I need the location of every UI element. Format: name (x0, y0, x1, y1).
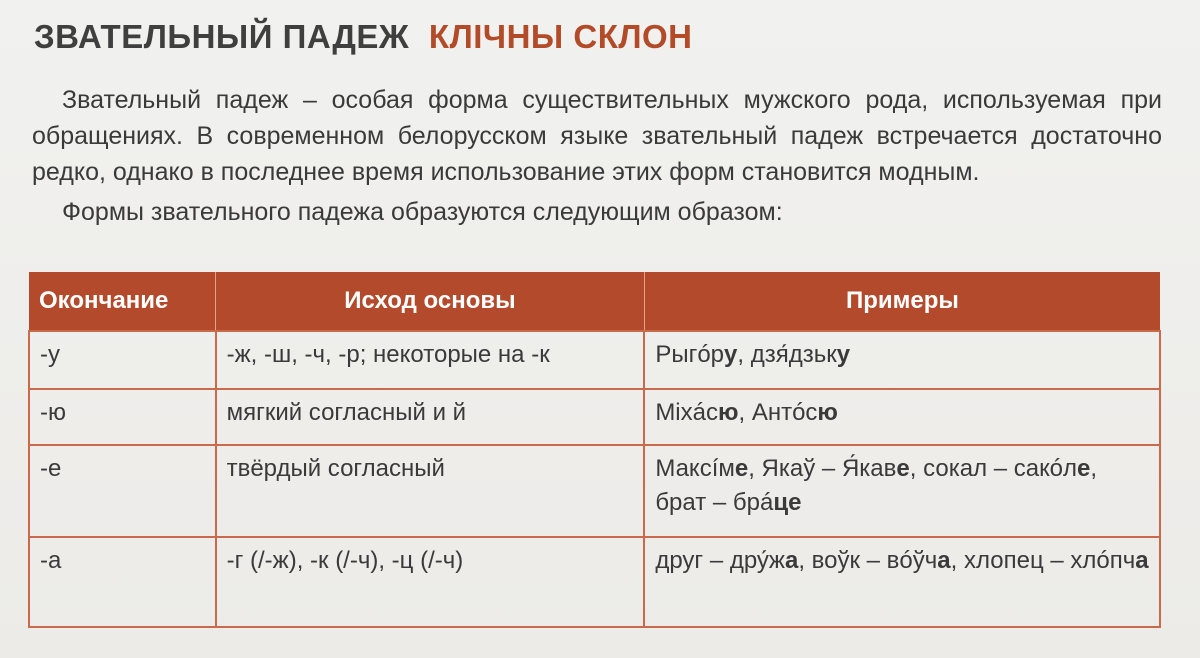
example-ending-bold: ю (717, 399, 739, 426)
example-text: , дзя́дзьк (737, 341, 837, 368)
stem-cell: -ж, -ш, -ч, -р; некоторые на -к (216, 331, 645, 389)
stem-cell: твёрдый согласный (216, 445, 645, 537)
section-heading (34, 18, 693, 56)
example-ending-bold: а (1135, 547, 1149, 574)
example-text: , хлопец – хлóпч (950, 547, 1136, 574)
example-text: , сокал – сакóл (909, 455, 1077, 482)
examples-cell (644, 445, 1160, 537)
example-ending-bold: а (784, 547, 799, 574)
table-row (29, 331, 1160, 389)
paragraph-definition: Звательный падеж – особая форма существительных мужского рода, используемая при обращениях. В современном белорусском языке звательный падеж встречается достаточно редко, однако в последнее время использование этих форм становится модным. (32, 86, 1162, 186)
example-ending-bold: у (836, 341, 851, 368)
table-row (29, 537, 1160, 627)
example-ending-bold: це (773, 489, 802, 516)
heading-russian: ЗВАТЕЛЬНЫЙ ПАДЕЖ (34, 18, 410, 55)
example-ending-bold: ю (817, 399, 838, 426)
table-header-row (29, 272, 1160, 331)
ending-cell: -е (29, 445, 216, 537)
examples-cell (644, 537, 1160, 627)
example-ending-bold: а (937, 547, 951, 574)
stem-cell: -г (/-ж), -к (/-ч), -ц (/-ч) (216, 537, 645, 627)
example-text: , воўк – вóўч (798, 547, 938, 574)
ending-cell: -а (29, 537, 216, 627)
header-ending: Окончание (29, 272, 216, 331)
example-text: Рыгóр (655, 341, 725, 368)
example-ending-bold: у (724, 341, 738, 368)
header-stem: Исход основы (216, 272, 645, 331)
intro-text (32, 82, 1162, 230)
example-text: друг – дру́ж (655, 547, 785, 574)
paragraph-forms-intro: Формы звательного падежа образуются следующим образом: (62, 198, 783, 226)
ending-cell: -у (29, 331, 216, 389)
example-ending-bold: е (1076, 455, 1091, 482)
example-text: , брат – брá (655, 455, 1098, 516)
heading-belarusian: КЛІЧНЫ СКЛОН (428, 18, 693, 55)
example-text: , Антóс (738, 399, 818, 426)
table-row (29, 389, 1160, 445)
table-row (29, 445, 1160, 537)
stem-cell: мягкий согласный и й (216, 389, 645, 445)
example-text: Максíм (655, 455, 735, 482)
example-text: Міхáс (655, 399, 718, 426)
header-examples: Примеры (644, 272, 1160, 331)
ending-cell: -ю (29, 389, 216, 445)
examples-cell (644, 331, 1160, 389)
examples-cell (644, 389, 1160, 445)
example-text: , Якаў – Я́кав (748, 455, 897, 482)
vocative-table-wrap (28, 272, 1161, 628)
example-ending-bold: е (896, 455, 910, 482)
vocative-forms-table (28, 272, 1161, 628)
example-ending-bold: е (734, 455, 749, 482)
